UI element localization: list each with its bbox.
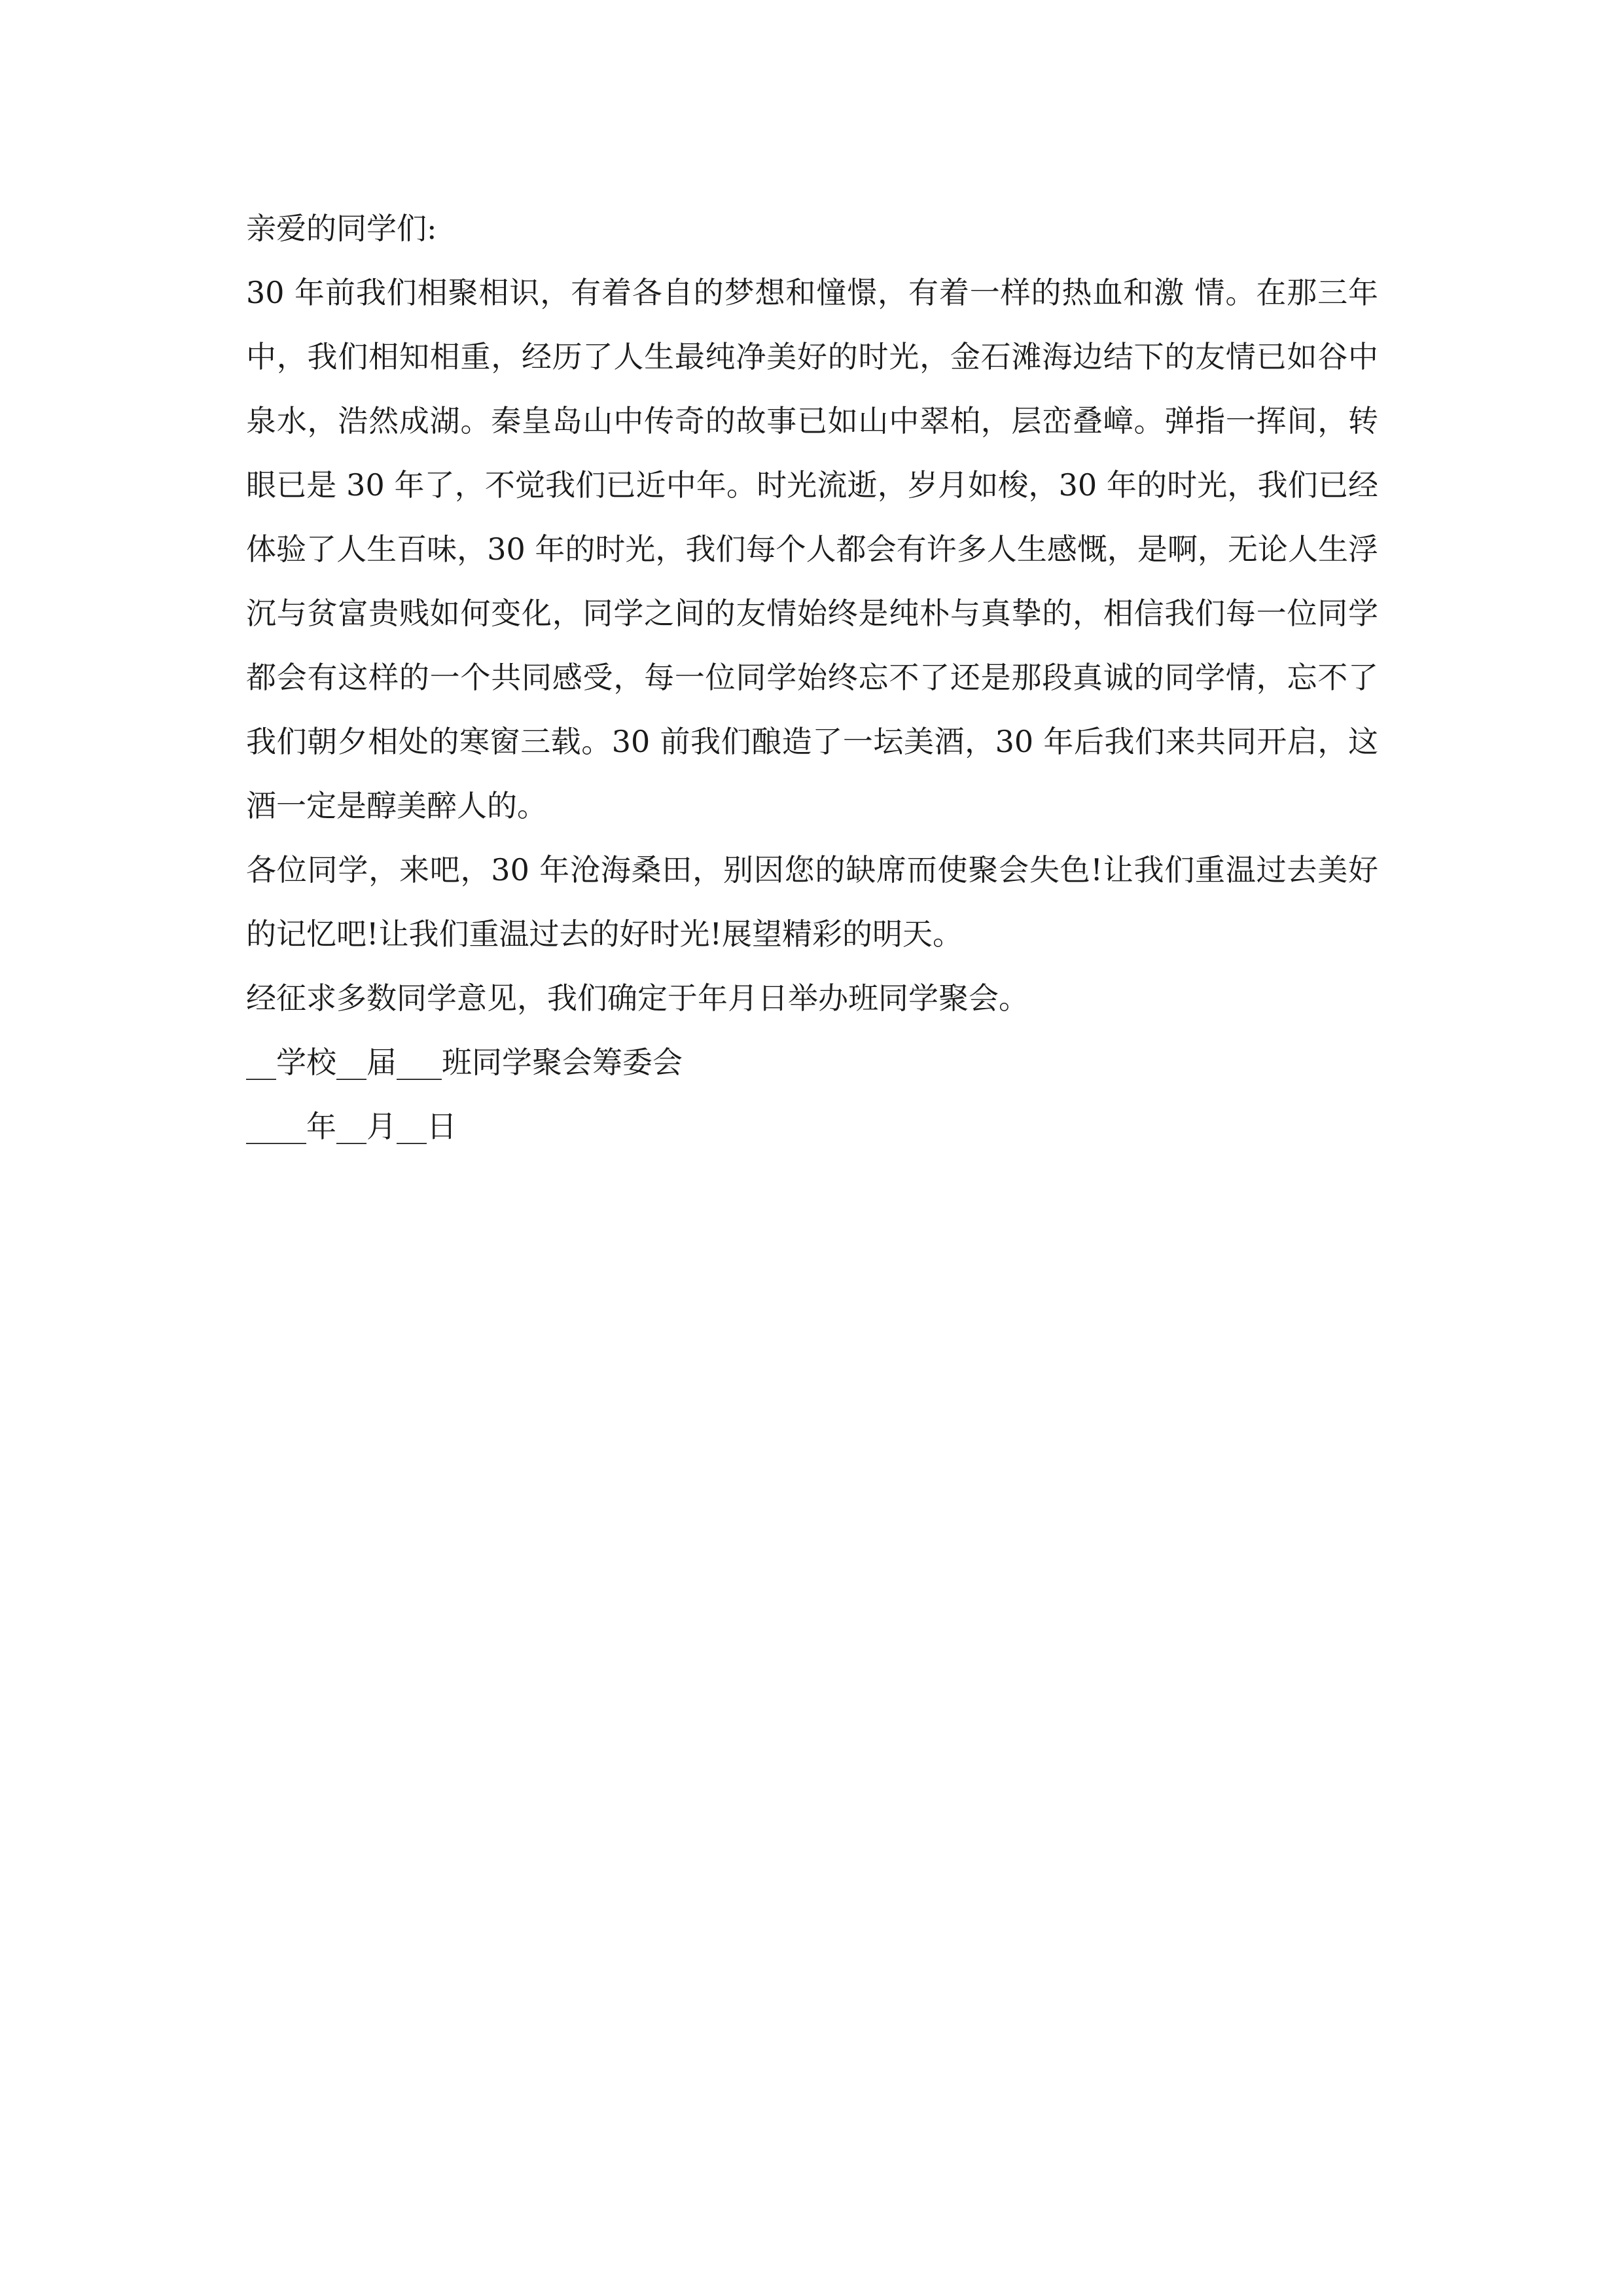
letter-body: [246, 196, 1378, 1158]
signature-date: ____年__月__日: [246, 1109, 457, 1144]
paragraph-invitation: 各位同学，来吧，30 年沧海桑田，别因您的缺席而使聚会失色!让我们重温过去美好的记忆吧!让我们重温过去的好时光!展望精彩的明天。: [246, 852, 1378, 952]
paragraph-memories: 30 年前我们相聚相识，有着各自的梦想和憧憬，有着一样的热血和激 情。在那三年中，我们相知相重，经历了人生最纯净美好的时光，金石滩海边结下的友情已如谷中泉水，浩然成湖。秦皇岛山中传奇的故事已如山中翠柏，层峦叠嶂。弹指一挥间，转眼已是 30 年了，不觉我们已近中年。时光流逝，岁月如梭，30 年的时光，我们已经体验了人生百味，30 年的时光，我们每个人都会有许多人生感慨，是啊，无论人生浮沉与贫富贵贱如何变化，同学之间的友情始终是纯朴与真挚的，相信我们每一位同学都会有这样的一个共同感受，每一位同学始终忘不了还是那段真诚的同学情，忘不了我们朝夕相处的寒窗三载。30 前我们酿造了一坛美酒，30 年后我们来共同开启，这酒一定是醇美醉人的。: [246, 275, 1378, 823]
salutation: 亲爱的同学们:: [246, 211, 437, 246]
signature-committee: __学校__届___班同学聚会筹委会: [246, 1045, 683, 1080]
paragraph-decision: 经征求多数同学意见，我们确定于年月日举办班同学聚会。: [246, 980, 1029, 1016]
